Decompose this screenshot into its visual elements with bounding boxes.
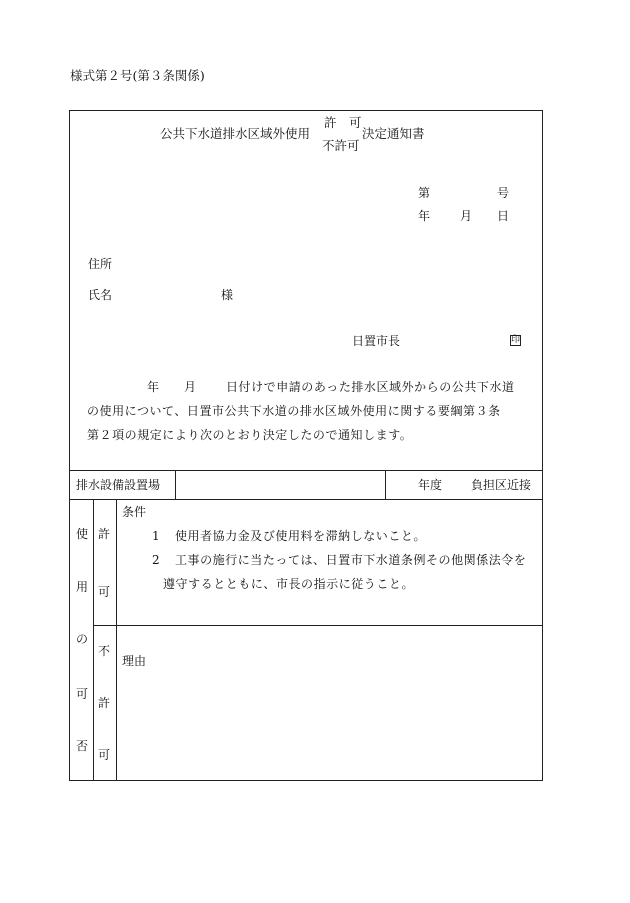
address-label: 住所	[88, 257, 113, 271]
decision-label-char-3: の	[76, 632, 89, 646]
issuer-title: 日置市長	[352, 334, 401, 348]
form-label: 様式第２号(第３条関係)	[70, 68, 205, 83]
title-option-permit: 許 可	[324, 115, 362, 130]
name-label: 氏名	[88, 288, 113, 302]
title-suffix: 決定通知書	[362, 126, 425, 141]
doc-number-go: 号	[497, 186, 510, 200]
honorific: 様	[221, 288, 234, 302]
title-option-deny: 不許可	[322, 138, 360, 153]
facility-row-top-line	[69, 470, 543, 471]
date-month: 月	[460, 209, 473, 223]
deny-char-3: 可	[98, 748, 111, 762]
condition-2-text-line-2: 遵守するとともに、市長の指示に従うこと。	[163, 577, 415, 591]
condition-2-text-line-1: 工事の施行に当たっては、日置市下水道条例その他関係法令を	[175, 553, 527, 567]
body-line-2: の使用について、日置市公共下水道の排水区域外使用に関する要綱第３条	[87, 404, 501, 418]
facility-label: 排水設備設置場	[76, 478, 161, 492]
facility-divider-1	[175, 470, 176, 499]
decision-left-column-line	[93, 499, 94, 781]
facility-fiscal-year: 年度	[418, 478, 443, 492]
decision-label-char-5: 否	[76, 739, 89, 753]
facility-row-bottom-line	[69, 499, 543, 500]
condition-1-text: 使用者協力金及び使用料を滞納しないこと。	[175, 529, 427, 543]
body-line-3: 第２項の規定により次のとおり決定したので通知します。	[87, 428, 413, 442]
condition-1-number: 1	[152, 529, 160, 543]
date-year: 年	[418, 209, 431, 223]
permit-char-1: 許	[98, 527, 111, 541]
body-date-year: 年	[147, 380, 160, 394]
decision-label-char-1: 使	[76, 527, 89, 541]
deny-char-1: 不	[98, 644, 111, 658]
doc-number-dai: 第	[418, 186, 431, 200]
permit-char-2: 可	[98, 585, 111, 599]
decision-split-line	[93, 625, 543, 626]
body-line-1: 日付けで申請のあった排水区域外からの公共下水道	[226, 380, 515, 394]
date-day: 日	[497, 209, 510, 223]
decision-label-char-4: 可	[76, 687, 89, 701]
body-date-month: 月	[184, 380, 197, 394]
conditions-title: 条件	[122, 505, 147, 519]
title-prefix: 公共下水道排水区域外使用	[160, 126, 311, 141]
deny-char-2: 許	[98, 696, 111, 710]
facility-divider-2	[385, 470, 386, 499]
decision-mid-column-line	[116, 499, 117, 781]
decision-label-char-2: 用	[76, 580, 89, 594]
reason-title: 理由	[122, 654, 147, 668]
condition-2-number: 2	[152, 553, 160, 567]
seal-mark: 印	[511, 335, 521, 345]
facility-district: 負担区近接	[471, 478, 532, 492]
